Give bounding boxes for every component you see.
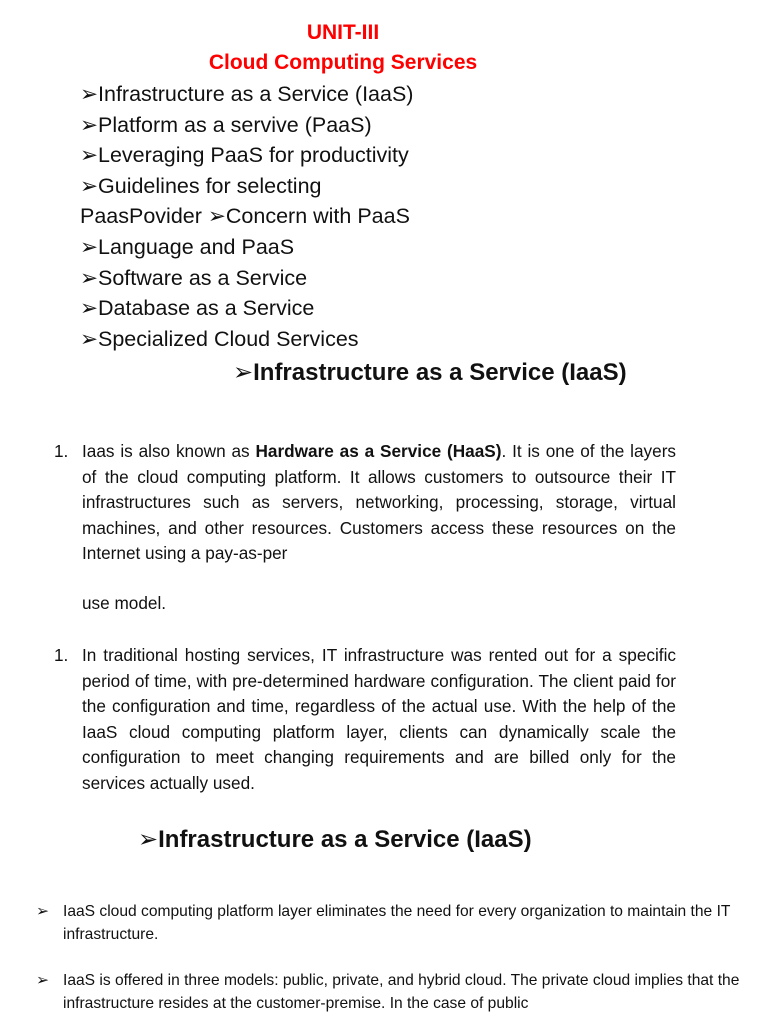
numbered-paragraph [54, 439, 676, 567]
topic-item: ➢Software as a Service [80, 265, 308, 290]
topic-item: ➢Platform as a servive (PaaS) [80, 112, 372, 137]
title-block [0, 18, 686, 78]
bullet-item [36, 901, 756, 946]
topic-list [80, 79, 680, 354]
topic-item: ➢Database as a Service [80, 296, 315, 321]
topic-item: ➢Language and PaaS [80, 234, 295, 259]
bullet-text: IaaS is offered in three models: public, private, and hybrid cloud. The private cloud implies that the infrastructure resides at the customer-premise. In the case of public [63, 972, 740, 1012]
bullet-text: IaaS cloud computing platform layer eliminates the need for every organization to maintain the IT infrastructure. [63, 903, 731, 943]
arrow-bullet-icon: ➢ [36, 903, 50, 920]
paragraph-body: In traditional hosting services, IT infrastructure was rented out for a specific period of time, with pre-determined hardware configuration. The client paid for the configuration and time, regardless of the actual use. With the help of the IaaS cloud computing platform layer, clients can dynamically scale the configuration to meet changing requirements and are billed only for the services actually used. [82, 645, 676, 793]
topic-item: ➢Guidelines for selecting [80, 173, 322, 198]
paragraph-text: . It is one of the layers of the cloud computing platform. It allows customers to outsource their IT infrastructures such as servers, networking, processing, storage, virtual machines, and other resources. Customers access these resources on the Internet using a pay-as-per [82, 441, 677, 564]
bullet-list [36, 901, 756, 1024]
emphasis-text: Hardware as a Service (HaaS) [255, 441, 502, 461]
section-heading: ➢Infrastructure as a Service (IaaS) [233, 359, 627, 386]
numbered-paragraph [54, 643, 676, 797]
paragraph-text: Iaas is also known as [82, 441, 256, 461]
bullet-item [36, 970, 756, 1015]
paragraph-body [82, 439, 676, 567]
unit-title: UNIT-III [306, 21, 380, 44]
arrow-bullet-icon: ➢ [36, 972, 50, 989]
topic-item: PaasPovider ➢Concern with PaaS [80, 204, 410, 229]
paragraph-number: 1. [54, 645, 69, 665]
topic-item: ➢Infrastructure as a Service (IaaS) [80, 82, 414, 106]
subject-title: Cloud Computing Services [208, 51, 478, 74]
topic-item: ➢Leveraging PaaS for productivity [80, 143, 409, 168]
paragraph-number: 1. [54, 441, 69, 461]
paragraph-continuation: use model. [82, 593, 167, 613]
topic-item: ➢Specialized Cloud Services [80, 326, 359, 351]
section-heading: ➢Infrastructure as a Service (IaaS) [138, 826, 532, 853]
